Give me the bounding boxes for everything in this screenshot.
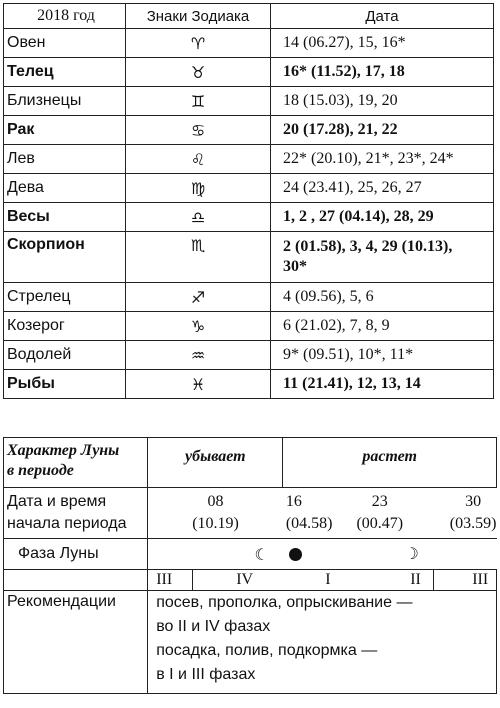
period-time: (10.19) xyxy=(192,515,239,532)
moon-period-1 xyxy=(148,488,283,539)
sign-dates: 11 (21.41), 12, 13, 14 xyxy=(271,370,494,399)
zodiac-row-scorpio xyxy=(4,232,494,283)
scorpio-icon: ♏︎ xyxy=(126,232,271,283)
leo-icon: ♌︎ xyxy=(126,145,271,174)
quarter-label: I xyxy=(325,571,331,588)
sign-dates: 9* (09.51), 10*, 11* xyxy=(271,341,494,370)
capricorn-icon: ♑︎ xyxy=(126,312,271,341)
sign-dates: 1, 2 , 27 (04.14), 28, 29 xyxy=(271,203,494,232)
moon-quarter-spacer xyxy=(4,570,148,591)
recommendation-line: в I и III фазах xyxy=(156,666,256,683)
zodiac-row-libra xyxy=(4,203,494,232)
moon-quarter-row xyxy=(4,570,497,591)
moon-recommendation-row xyxy=(4,591,497,694)
zodiac-row-pisces xyxy=(4,370,494,399)
recommendation-line: посадка, полив, подкормка — xyxy=(156,642,378,659)
virgo-icon: ♍︎ xyxy=(126,174,271,203)
zodiac-row-virgo xyxy=(4,174,494,203)
sign-name: Стрелец xyxy=(4,283,126,312)
cancer-icon: ♋︎ xyxy=(126,116,271,145)
period-day: 30 xyxy=(465,493,482,510)
moon-waxing-cell: растет xyxy=(283,438,497,488)
zodiac-row-aquarius xyxy=(4,341,494,370)
moon-quarter-track xyxy=(148,570,496,590)
quarter-label: II xyxy=(410,571,421,588)
taurus-icon: ♉︎ xyxy=(126,58,271,87)
sign-dates: 20 (17.28), 21, 22 xyxy=(271,116,494,145)
libra-icon: ♎︎ xyxy=(126,203,271,232)
moon-recommendation-label: Рекомендации xyxy=(4,591,148,694)
moon-phase-1 xyxy=(148,539,283,570)
period-day: 23 xyxy=(371,493,388,510)
quarter-divider xyxy=(433,570,434,590)
sign-name: Рак xyxy=(4,116,126,145)
moon-phase-label: Фаза Луны xyxy=(4,539,148,570)
sign-name: Близнецы xyxy=(4,87,126,116)
recommendation-line: посев, прополка, опрыскивание — xyxy=(156,594,413,611)
year-header: 2018 год xyxy=(4,4,126,29)
moon-period-label xyxy=(4,488,148,539)
period-time: (00.47) xyxy=(356,515,404,532)
moon-period-row xyxy=(4,488,497,539)
quarter-label: III xyxy=(472,571,489,588)
gemini-icon: ♊︎ xyxy=(126,87,271,116)
sign-dates-line2: 30* xyxy=(283,258,307,275)
moon-character-row xyxy=(4,438,497,488)
period-time: (03.59) xyxy=(449,515,497,532)
zodiac-row-cancer xyxy=(4,116,494,145)
sign-dates: 6 (21.02), 7, 8, 9 xyxy=(271,312,494,341)
zodiac-header-row xyxy=(4,4,494,29)
period-day: 08 xyxy=(207,493,224,510)
sagittarius-icon: ♐︎ xyxy=(126,283,271,312)
moon-table xyxy=(3,437,497,694)
sign-name: Телец xyxy=(4,58,126,87)
moon-period-label-line1: Дата и время xyxy=(7,493,107,510)
sign-name: Весы xyxy=(4,203,126,232)
period-time: (04.58) xyxy=(285,515,333,532)
period-day: 16 xyxy=(285,493,302,510)
sign-name: Рыбы xyxy=(4,370,126,399)
moon-recommendations xyxy=(148,591,497,694)
moon-character-label-line1: Характер Луны xyxy=(7,442,120,459)
zodiac-row-leo xyxy=(4,145,494,174)
moon-period-4 xyxy=(450,491,497,535)
zodiac-row-aries xyxy=(4,29,494,58)
sign-dates: 4 (09.56), 5, 6 xyxy=(271,283,494,312)
zodiac-row-capricorn xyxy=(4,312,494,341)
sign-name: Лев xyxy=(4,145,126,174)
sign-name: Овен xyxy=(4,29,126,58)
aquarius-icon: ♒︎ xyxy=(126,341,271,370)
sign-dates-line1: 2 (01.58), 3, 4, 29 (10.13), xyxy=(283,238,453,255)
full-moon-icon xyxy=(289,548,302,561)
sign-dates xyxy=(271,232,494,283)
moon-period-label-line2: начала периода xyxy=(7,515,127,532)
sign-dates: 16* (11.52), 17, 18 xyxy=(271,58,494,87)
quarter-label: IV xyxy=(236,571,254,588)
pisces-icon: ♓︎ xyxy=(126,370,271,399)
recommendation-line: во II и IV фазах xyxy=(156,618,271,635)
moon-phase-row xyxy=(4,539,497,570)
moon-period-3-4 xyxy=(352,488,496,539)
signs-header: Знаки Зодиака xyxy=(126,4,271,29)
sign-dates: 18 (15.03), 19, 20 xyxy=(271,87,494,116)
zodiac-row-taurus xyxy=(4,58,494,87)
waning-crescent-icon: ☾ xyxy=(254,544,269,564)
moon-quarters xyxy=(148,570,497,591)
sign-dates: 24 (23.41), 25, 26, 27 xyxy=(271,174,494,203)
zodiac-row-sagittarius xyxy=(4,283,494,312)
moon-waning-cell: убывает xyxy=(148,438,283,488)
moon-character-label-line2: в периоде xyxy=(7,462,74,479)
moon-character-label xyxy=(4,438,148,488)
moon-period-pair xyxy=(356,491,496,535)
waxing-crescent-icon: ☽ xyxy=(404,544,419,563)
quarter-divider xyxy=(192,570,193,590)
sign-name: Водолей xyxy=(4,341,126,370)
sign-name: Скорпион xyxy=(4,232,126,283)
zodiac-table xyxy=(3,3,494,399)
dates-header: Дата xyxy=(271,4,494,29)
sign-name: Дева xyxy=(4,174,126,203)
moon-period-2 xyxy=(283,488,353,539)
aries-icon: ♈︎ xyxy=(126,29,271,58)
sign-name: Козерог xyxy=(4,312,126,341)
moon-period-3 xyxy=(356,491,403,535)
moon-phase-pair xyxy=(352,544,496,564)
sign-dates: 22* (20.10), 21*, 23*, 24* xyxy=(271,145,494,174)
sign-dates: 14 (06.27), 15, 16* xyxy=(271,29,494,58)
moon-phase-2 xyxy=(283,539,353,570)
zodiac-row-gemini xyxy=(4,87,494,116)
moon-phase-3-4 xyxy=(352,539,496,570)
quarter-label: III xyxy=(156,571,173,588)
